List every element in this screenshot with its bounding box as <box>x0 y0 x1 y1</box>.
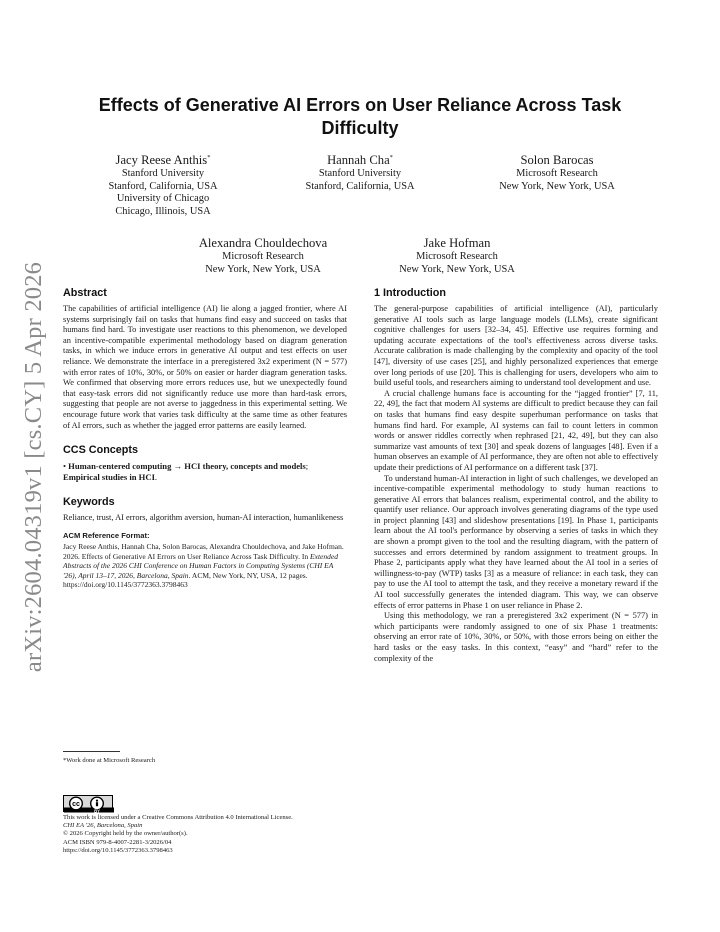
intro-paragraph: Using this methodology, we ran a preregistered 3x2 experiment (N = 577) in which participants were randomly assigned to one of six Phase 1 treatments: observing an error rate of 10%, 30%, or 50%, with those errors being on either the hard tasks or the easy tasks. In this context, “easy” and “hard” refer to the complexity of the <box>374 611 658 663</box>
author-name: Hannah Cha* <box>327 153 393 167</box>
ccs-concepts: • Human-centered computing → HCI theory, concepts and models; Empirical studies in HCI. <box>63 461 309 482</box>
intro-paragraph: To understand human-AI interaction in light of such challenges, we developed an incentive-compatible experimental methodology to study human reactions to generative AI errors that balances realism, experimental control, and the ability to quantify user reliance. Our approach involves generating diagrams of the type used in project planning [43] and slideshow presentations [19]. In Phase 1, participants learn about the AI tool's performance by observing a series of tasks in which they are shown a prompt given to the tool and the resulting diagram, with the pattern of successes and errors determined by random assignment to treatment groups. In Phase 2, participants apply what they have learned about the AI tool in a series of willingness-to-pay (WTP) tasks [3] as a measure of reliance: in each task, they can pay to use the AI tool to attempt the task, and they receive a monetary reward if the AI tool successfully generates the intended diagram. This way, we can observe effects of error patterns in Phase 1 on user reliance in Phase 2. <box>374 473 658 610</box>
author-affiliation: New York, New York, USA <box>499 180 615 192</box>
author-name: Alexandra Chouldechova <box>198 236 328 250</box>
left-column <box>63 287 347 590</box>
introduction-heading: 1 Introduction <box>374 287 446 299</box>
footnote: *Work done at Microsoft Research <box>63 757 156 764</box>
svg-text:cc: cc <box>72 801 80 808</box>
license-line: © 2026 Copyright held by the owner/author(s). <box>63 830 188 838</box>
author-affiliation: Stanford, California, USA <box>108 180 218 192</box>
svg-text:BY: BY <box>94 808 100 813</box>
author-affiliation: New York, New York, USA <box>205 263 321 275</box>
author-block <box>170 236 356 276</box>
right-column <box>374 287 658 664</box>
author-affiliation: University of Chicago <box>116 193 210 205</box>
author-affiliation: New York, New York, USA <box>399 263 515 275</box>
acm-reference-text: Jacy Reese Anthis, Hannah Cha, Solon Barocas, Alexandra Chouldechova, and Jake Hofman. 2026. Effects of Generative AI Errors on User Reliance Across Task Difficulty. In Extended Abstracts of the 2026 CHI Conference on Human Factors in Computing Systems (CHI EA '26), April 13–17, 2026, Barcelona, Spain. ACM, New York, NY, USA, 12 pages. https://doi.org/10.1145/3772363.3798463 <box>63 541 344 590</box>
author-affiliation: Microsoft Research <box>516 168 598 179</box>
intro-paragraph: A crucial challenge humans face is accounting for the “jagged frontier” [7, 11, 22, 49], the fact that modern AI systems are difficult to predict because they can fail on tasks that humans find easy despite superhuman performance on tasks that humans find hard. For example, AI systems can fail to count letters in common words or answer riddles correctly when rephrased [21, 42, 49], but they can also summarize vast amounts of text [30] and speak dozens of languages [48]. Even if a human observes an example of AI performance, they are often not able to effectively update their predictions of AI performance on a different task [37]. <box>374 388 659 472</box>
acm-reference-heading: ACM Reference Format: <box>63 531 150 541</box>
author-block <box>464 153 650 193</box>
author-name: Solon Barocas <box>520 153 594 167</box>
cc-by-license-badge-icon <box>63 795 113 812</box>
arxiv-stamp <box>14 262 54 672</box>
license-doi: https://doi.org/10.1145/3772363.3798463 <box>63 846 173 854</box>
keywords-text: Reliance, trust, AI errors, algorithm aversion, human-AI interaction, humanlikeness <box>63 512 344 522</box>
author-affiliation: Chicago, Illinois, USA <box>115 205 211 217</box>
license-block <box>63 814 347 855</box>
author-affiliation: Stanford University <box>318 168 402 179</box>
ccs-heading: CCS Concepts <box>63 444 138 457</box>
author-name: Jacy Reese Anthis* <box>115 153 211 167</box>
keywords-heading: Keywords <box>63 495 115 508</box>
license-venue: CHI EA '26, Barcelona, Spain <box>63 822 143 830</box>
paper-title: Effects of Generative AI Errors on User Reliance Across Task Difficulty <box>98 95 622 138</box>
author-affiliation: Stanford, California, USA <box>305 180 415 192</box>
author-affiliation: Stanford University <box>121 168 205 179</box>
author-affiliation: Microsoft Research <box>416 251 498 262</box>
footnote-rule <box>63 751 120 752</box>
author-name: Jake Hofman <box>423 236 491 250</box>
author-affiliation: Microsoft Research <box>222 251 304 262</box>
abstract-text: The capabilities of artificial intelligence (AI) lie along a jagged frontier, where AI systems surprisingly fail on tasks that humans find easy and succeed on tasks that humans find hard. To investigate user reactions to this phenomenon, we developed an incentive-compatible experimental methodology based on diagram generation tasks, in which we induce errors in generative AI output and test effects on user reliance. We demonstrate the interface in a preregistered 3x2 experiment (N = 577) with error rates of 10%, 30%, or 50% on easier or harder diagram generation tasks. We confirmed that observing more errors reduces use, but we unexpectedly found that easy-task errors did not significantly reduce use more than hard-task errors, suggesting that people are not averse to jaggedness in this experimental setting. We encourage future work that varies task difficulty at the same time as other features of AI errors, such as whether the jagged error patterns are easily learned. <box>63 304 347 430</box>
author-block <box>267 153 453 193</box>
author-block <box>364 236 550 276</box>
abstract-heading: Abstract <box>63 287 107 299</box>
intro-paragraph: The general-purpose capabilities of artificial intelligence (AI), particularly generative AI tools such as large language models (LLMs), create significant cognitive challenges for users [32–34, 45]. Effective use requires forming and updating accurate expectations of the tool's effectiveness across diverse tasks. Accurate calibration is made challenging by the complexity and opacity of the tool [47], diversity of use cases [25], and highly personalized experiences that emerge over long periods of use [20]. This is challenging for users, developers who aim to build useful tools, and researchers aiming to understand tool development and use. <box>374 304 658 388</box>
author-block <box>70 153 256 218</box>
license-line: ACM ISBN 979-8-4007-2281-3/2026/04 <box>63 838 172 846</box>
license-line: This work is licensed under a Creative Commons Attribution 4.0 International License. <box>63 814 293 821</box>
arxiv-stamp-text: arXiv:2604.04319v1 [cs.CY] 5 Apr 2026 <box>20 261 47 673</box>
